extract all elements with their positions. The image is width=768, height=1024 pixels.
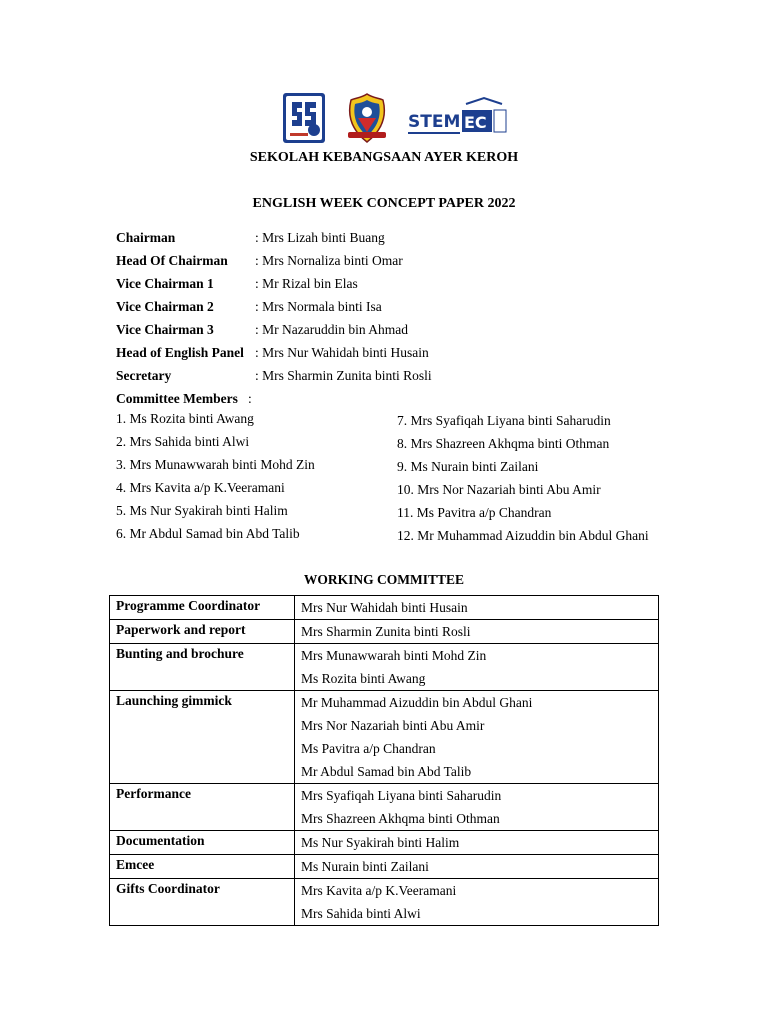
officer-row [116,295,636,318]
table-row [110,855,659,879]
stemec-logo [404,94,510,142]
member-name: Mrs Nor Nazariah binti Abu Amir [301,718,485,733]
member-name: Mr Abdul Samad bin Abd Talib [301,764,472,779]
committee-member: 5. Ms Nur Syakirah binti Halim [116,503,288,518]
committee-member: 6. Mr Abdul Samad bin Abd Talib [116,526,300,541]
role-cell [110,831,295,855]
members-cell [295,855,659,879]
role-cell [110,620,295,644]
members-cell [295,596,659,620]
school-crest-logo [342,92,392,144]
member-name: Mr Muhammad Aizuddin bin Abdul Ghani [301,695,533,710]
role-cell [110,691,295,784]
svg-text:EC: EC [464,113,487,132]
role-label: Programme Coordinator [116,598,261,613]
document-title: ENGLISH WEEK CONCEPT PAPER 2022 [252,196,516,211]
officer-list [116,226,636,387]
officer-row [116,341,636,364]
member-name: Mrs Sahida binti Alwi [301,906,421,921]
committee-member: 10. Mrs Nor Nazariah binti Abu Amir [397,482,601,497]
members-cell [295,784,659,831]
member-name: Mrs Munawwarah binti Mohd Zin [301,648,487,663]
committee-label-colon: : [247,391,252,406]
officer-row [116,318,636,341]
members-cell [295,831,659,855]
officer-name: : Mrs Normala binti Isa [255,299,382,314]
role-label: Performance [116,786,191,801]
table-row [110,784,659,831]
role-cell [110,879,295,926]
member-name: Mrs Syafiqah Liyana binti Saharudin [301,788,502,803]
role-cell [110,784,295,831]
table-row [110,831,659,855]
members-cell [295,691,659,784]
role-label: Paperwork and report [116,622,246,637]
logo-strip [282,92,510,144]
officer-name: : Mrs Lizah binti Buang [255,230,385,245]
table-row [110,691,659,784]
officer-role: Head of English Panel [116,345,244,360]
officer-role: Head Of Chairman [116,253,228,268]
ppd-25-emblem-logo [282,92,326,144]
committee-member: 3. Mrs Munawwarah binti Mohd Zin [116,457,315,472]
working-committee-table [109,595,659,926]
officer-name: : Mr Nazaruddin bin Ahmad [255,322,408,337]
members-cell [295,644,659,691]
committee-member: 4. Mrs Kavita a/p K.Veeramani [116,480,285,495]
committee-member: 2. Mrs Sahida binti Alwi [116,434,250,449]
role-label: Emcee [116,857,155,872]
officer-role: Vice Chairman 2 [116,299,214,314]
committee-member: 12. Mr Muhammad Aizuddin bin Abdul Ghani [397,528,649,543]
member-name: Ms Nur Syakirah binti Halim [301,835,460,850]
committee-member: 9. Ms Nurain binti Zailani [397,459,539,474]
working-committee-title: WORKING COMMITTEE [303,572,465,587]
table-row [110,620,659,644]
committee-member: 7. Mrs Syafiqah Liyana binti Saharudin [397,413,611,428]
officer-role: Secretary [116,368,172,383]
table-row [110,596,659,620]
member-name: Mrs Kavita a/p K.Veeramani [301,883,457,898]
member-name: Mrs Shazreen Akhqma binti Othman [301,811,500,826]
table-row [110,879,659,926]
committee-member: 11. Ms Pavitra a/p Chandran [397,505,552,520]
committee-member: 1. Ms Rozita binti Awang [116,411,254,426]
committee-label-text: Committee Members [116,391,238,406]
officer-role: Vice Chairman 1 [116,276,214,291]
officer-role: Chairman [116,230,176,245]
member-name: Ms Nurain binti Zailani [301,859,429,874]
officer-row [116,226,636,249]
officer-row [116,272,636,295]
svg-text:STEM: STEM [408,112,461,132]
officer-name: : Mrs Nornaliza binti Omar [255,253,403,268]
officer-role: Vice Chairman 3 [116,322,214,337]
committee-members-left [116,407,386,545]
role-label: Gifts Coordinator [116,881,220,896]
committee-members-right [397,409,677,547]
school-name: SEKOLAH KEBANGSAAN AYER KEROH [249,150,519,165]
member-name: Mrs Sharmin Zunita binti Rosli [301,624,471,639]
officer-name: : Mrs Sharmin Zunita binti Rosli [255,368,432,383]
members-cell [295,620,659,644]
table-row [110,644,659,691]
officer-name: : Mrs Nur Wahidah binti Husain [255,345,429,360]
member-name: Mrs Nur Wahidah binti Husain [301,600,468,615]
member-name: Ms Rozita binti Awang [301,671,426,686]
officer-row [116,249,636,272]
role-cell [110,644,295,691]
role-label: Launching gimmick [116,693,232,708]
member-name: Ms Pavitra a/p Chandran [301,741,436,756]
role-label: Bunting and brochure [116,646,244,661]
committee-member: 8. Mrs Shazreen Akhqma binti Othman [397,436,610,451]
officer-name: : Mr Rizal bin Elas [255,276,358,291]
members-cell [295,879,659,926]
role-cell [110,855,295,879]
role-label: Documentation [116,833,205,848]
role-cell [110,596,295,620]
officer-row [116,364,636,387]
